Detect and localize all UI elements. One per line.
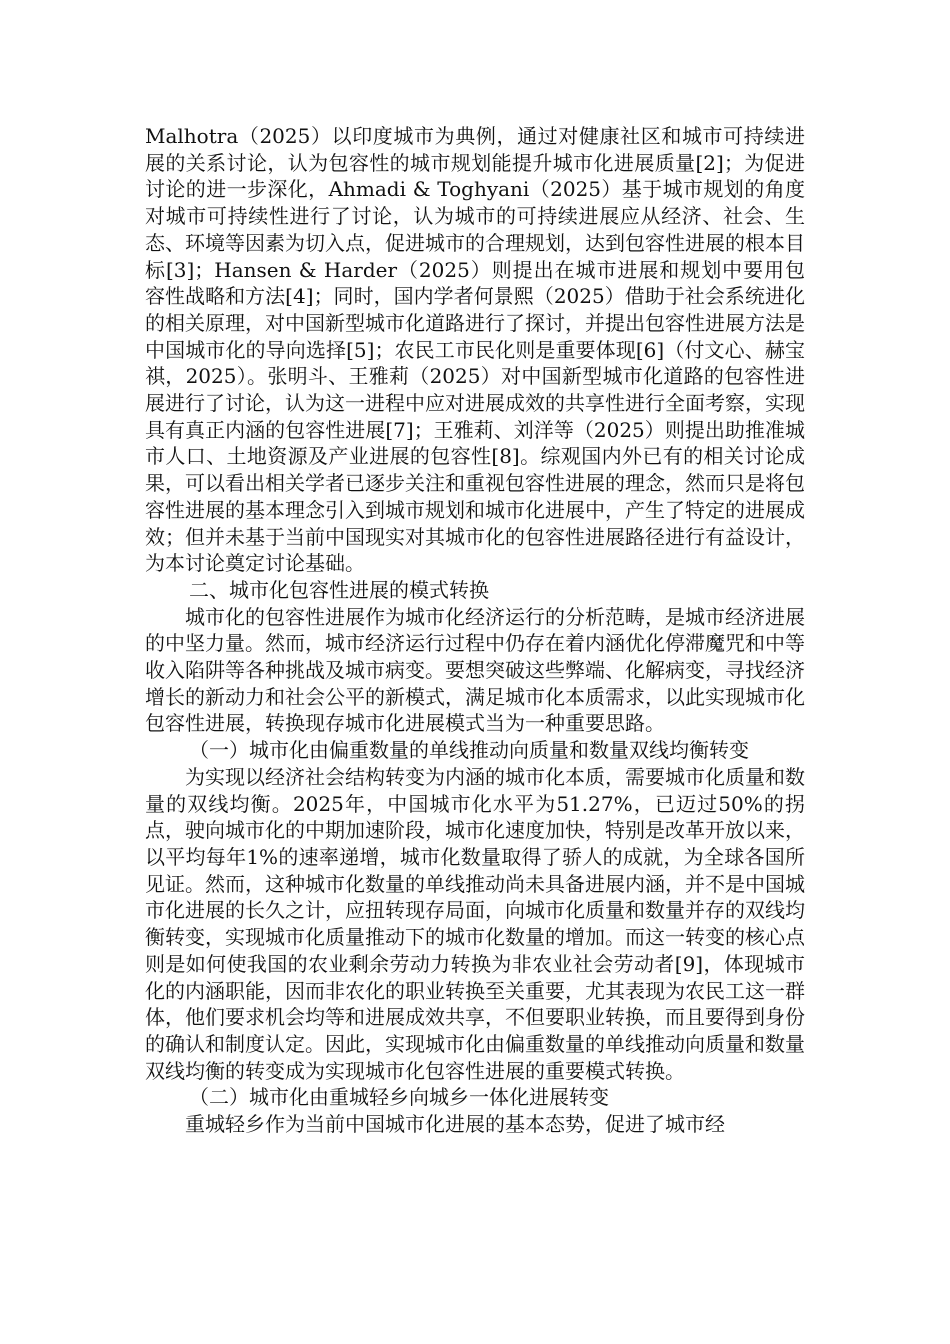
subsection-heading-1: （一）城市化由偏重数量的单线推动向质量和数量双线均衡转变 xyxy=(189,738,749,763)
paragraph-literature-review: Malhotra（2025）以印度城市为典例，通过对健康社区和城市可持续进展的关系讨论，认为包容性的城市规划能提升城市化进展质量[2]；为促进讨论的进一步深化，Ahmadi & Toghyani（2025）基于城市规划的角度对城市可持续性进行了讨论，认为城市的可持续进展应从经济、社会、生态、环境等因素为切入点，促进城市的合理规划，达到包容性进展的根本目标[3]；Hansen & Harder（2025）则提出在城市进展和规划中要用包容性战略和方法[4]；同时，国内学者何景熙（2025）借助于社会系统进化的相关原理，对中国新型城市化道路进行了探讨，并提出包容性进展方法是中国城市化的导向选择[5]；农民工市民化则是重要体现[6]（付文心、赫宝祺，2025）。张明斗、王雅莉（2025）对中国新型城市化道路的包容性进展进行了讨论，认为这一进程中应对进展成效的共享性进行全面考察，实现具有真正内涵的包容性进展[7]；王雅莉、刘洋等（2025）则提出助推准城市人口、土地资源及产业进展的包容性[8]。综观国内外已有的相关讨论成果，可以看出相关学者已逐步关注和重视包容性进展的理念，然而只是将包容性进展的基本理念引入到城市规划和城市化进展中，产生了特定的进展成效；但并未基于当前中国现实对其城市化的包容性进展路径进行有益设计，为本讨论奠定讨论基础。 xyxy=(145,124,805,576)
section-heading-2: 二、城市化包容性进展的模式转换 xyxy=(189,577,489,602)
document-body xyxy=(145,123,805,1138)
paragraph-subsection-1: 为实现以经济社会结构转变为内涵的城市化本质，需要城市化质量和数量的双线均衡。2025年，中国城市化水平为51.27%，已迈过50%的拐点，驶向城市化的中期加速阶段，城市化速度加快，特别是改革开放以来，以平均每年1%的速率递增，城市化数量取得了骄人的成就，为全球各国所见证。然而，这种城市化数量的单线推动尚未具备进展内涵，并不是中国城市化进展的长久之计，应扭转现存局面，向城市化质量和数量并存的双线均衡转变，实现城市化质量推动下的城市化数量的增加。而这一转变的核心点则是如何使我国的农业剩余劳动力转换为非农业社会劳动者[9]，体现城市化的内涵职能，因而非农化的职业转换至关重要，尤其表现为农民工这一群体，他们要求机会均等和进展成效共享，不但要职业转换，而且要得到身份的确认和制度认定。因此，实现城市化由偏重数量的单线推动向质量和数量双线均衡的转变成为实现城市化包容性进展的重要模式转换。 xyxy=(145,764,805,1083)
subsection-heading-2: （二）城市化由重城轻乡向城乡一体化进展转变 xyxy=(189,1085,609,1110)
paragraph-section-intro: 城市化的包容性进展作为城市化经济运行的分析范畴，是城市经济进展的中坚力量。然而，城市经济运行过程中仍存在着内涵优化停滞魔咒和中等收入陷阱等各种挑战及城市病变。要想突破这些弊端、化解病变，寻找经济增长的新动力和社会公平的新模式，满足城市化本质需求，以此实现城市化包容性进展，转换现存城市化进展模式当为一种重要思路。 xyxy=(145,604,805,736)
paragraph-subsection-2: 重城轻乡作为当前中国城市化进展的基本态势，促进了城市经 xyxy=(185,1112,725,1137)
